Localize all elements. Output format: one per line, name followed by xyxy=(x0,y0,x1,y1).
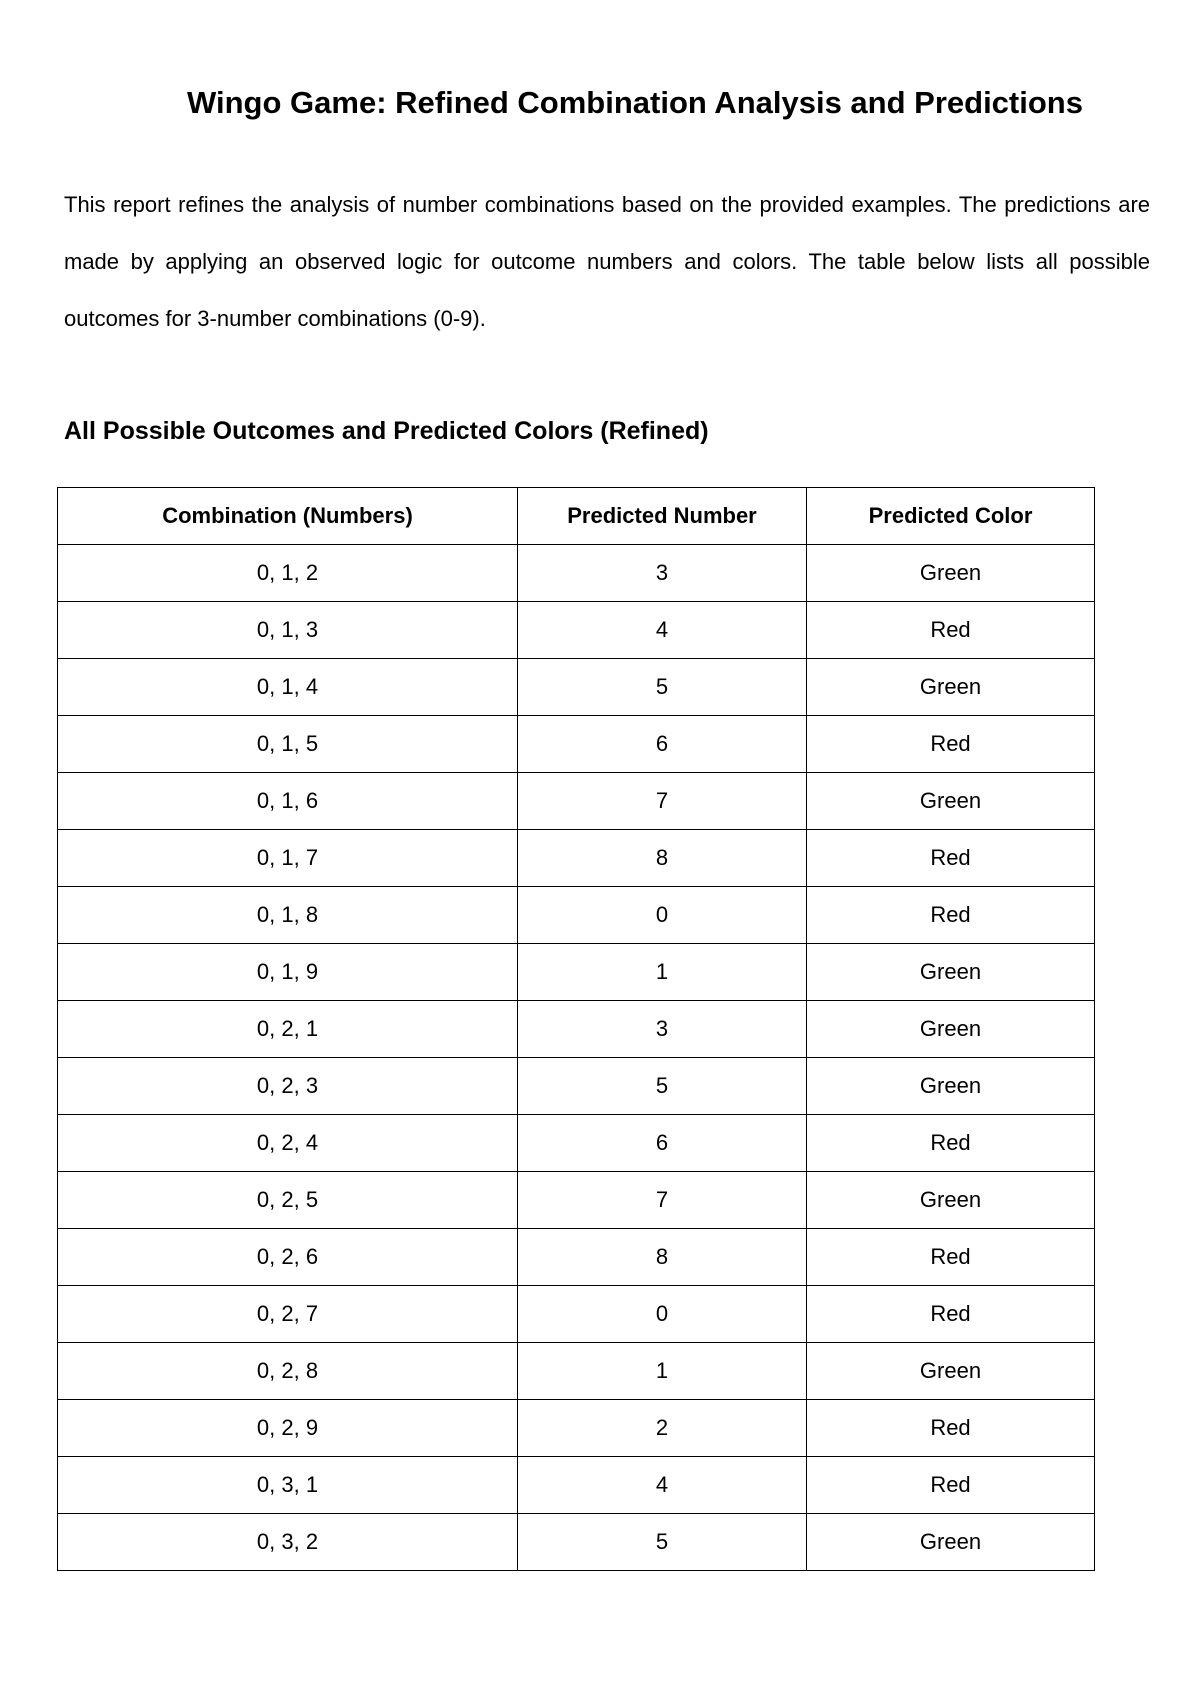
predicted-number-cell: 8 xyxy=(518,1229,807,1286)
intro-paragraph: This report refines the analysis of number combinations based on the provided examples. The predictions are made by applying an observed logic for outcome numbers and colors. The table below lists all possible outcomes for 3-number combinations (0-9). xyxy=(64,192,1150,331)
combination-cell: 0, 2, 6 xyxy=(58,1229,518,1286)
predicted-number-cell: 5 xyxy=(518,1058,807,1115)
predicted-color-cell: Red xyxy=(807,1115,1095,1172)
combination-cell: 0, 2, 8 xyxy=(58,1343,518,1400)
predicted-number-cell: 4 xyxy=(518,602,807,659)
predicted-number-cell: 3 xyxy=(518,545,807,602)
predicted-number-cell: 7 xyxy=(518,1172,807,1229)
table-row xyxy=(58,1400,1095,1457)
combination-cell: 0, 1, 3 xyxy=(58,602,518,659)
predicted-color-cell: Red xyxy=(807,1457,1095,1514)
table-row xyxy=(58,887,1095,944)
combination-cell: 0, 1, 7 xyxy=(58,830,518,887)
section-heading: All Possible Outcomes and Predicted Colors (Refined) xyxy=(64,417,709,445)
predicted-color-cell: Red xyxy=(807,602,1095,659)
combination-cell: 0, 2, 1 xyxy=(58,1001,518,1058)
table-row xyxy=(58,1115,1095,1172)
table-row xyxy=(58,944,1095,1001)
table-row xyxy=(58,1286,1095,1343)
predicted-color-cell: Green xyxy=(807,1001,1095,1058)
combination-cell: 0, 2, 9 xyxy=(58,1400,518,1457)
table-header-row xyxy=(58,488,1095,545)
combination-cell: 0, 1, 4 xyxy=(58,659,518,716)
predicted-number-cell: 6 xyxy=(518,1115,807,1172)
table-row xyxy=(58,773,1095,830)
table-row xyxy=(58,1457,1095,1514)
predicted-color-cell: Red xyxy=(807,1286,1095,1343)
predicted-color-cell: Green xyxy=(807,1514,1095,1571)
predicted-number-cell: 0 xyxy=(518,887,807,944)
table-row xyxy=(58,1229,1095,1286)
predicted-number-cell: 5 xyxy=(518,1514,807,1571)
predicted-color-cell: Red xyxy=(807,887,1095,944)
predicted-number-cell: 1 xyxy=(518,1343,807,1400)
combination-cell: 0, 2, 5 xyxy=(58,1172,518,1229)
table-row xyxy=(58,716,1095,773)
table-row xyxy=(58,1343,1095,1400)
predicted-color-cell: Green xyxy=(807,944,1095,1001)
predicted-color-cell: Red xyxy=(807,1400,1095,1457)
combination-cell: 0, 1, 9 xyxy=(58,944,518,1001)
predicted-color-cell: Green xyxy=(807,1172,1095,1229)
table-row xyxy=(58,1001,1095,1058)
predicted-color-cell: Green xyxy=(807,1343,1095,1400)
predicted-color-cell: Green xyxy=(807,659,1095,716)
combination-cell: 0, 2, 7 xyxy=(58,1286,518,1343)
predicted-color-cell: Green xyxy=(807,773,1095,830)
predicted-number-cell: 1 xyxy=(518,944,807,1001)
table-row xyxy=(58,602,1095,659)
header-combination: Combination (Numbers) xyxy=(58,488,518,545)
combination-cell: 0, 2, 4 xyxy=(58,1115,518,1172)
combination-cell: 0, 1, 5 xyxy=(58,716,518,773)
predicted-color-cell: Red xyxy=(807,830,1095,887)
predicted-number-cell: 6 xyxy=(518,716,807,773)
predicted-color-cell: Red xyxy=(807,1229,1095,1286)
combination-cell: 0, 3, 1 xyxy=(58,1457,518,1514)
predicted-color-cell: Green xyxy=(807,1058,1095,1115)
table-row xyxy=(58,1058,1095,1115)
predicted-number-cell: 8 xyxy=(518,830,807,887)
predicted-color-cell: Green xyxy=(807,545,1095,602)
table-row xyxy=(58,830,1095,887)
table-row xyxy=(58,545,1095,602)
predicted-number-cell: 4 xyxy=(518,1457,807,1514)
page-title: Wingo Game: Refined Combination Analysis and Predictions xyxy=(187,84,1083,120)
table-row xyxy=(58,659,1095,716)
header-predicted-color: Predicted Color xyxy=(807,488,1095,545)
combination-cell: 0, 1, 6 xyxy=(58,773,518,830)
table-row xyxy=(58,1514,1095,1571)
predicted-number-cell: 7 xyxy=(518,773,807,830)
predicted-color-cell: Red xyxy=(807,716,1095,773)
predicted-number-cell: 2 xyxy=(518,1400,807,1457)
predicted-number-cell: 3 xyxy=(518,1001,807,1058)
combination-cell: 0, 1, 8 xyxy=(58,887,518,944)
table-body xyxy=(58,545,1095,1571)
outcomes-table xyxy=(57,487,1095,1571)
combination-cell: 0, 2, 3 xyxy=(58,1058,518,1115)
combination-cell: 0, 3, 2 xyxy=(58,1514,518,1571)
combination-cell: 0, 1, 2 xyxy=(58,545,518,602)
header-predicted-number: Predicted Number xyxy=(518,488,807,545)
table-row xyxy=(58,1172,1095,1229)
predicted-number-cell: 0 xyxy=(518,1286,807,1343)
predicted-number-cell: 5 xyxy=(518,659,807,716)
